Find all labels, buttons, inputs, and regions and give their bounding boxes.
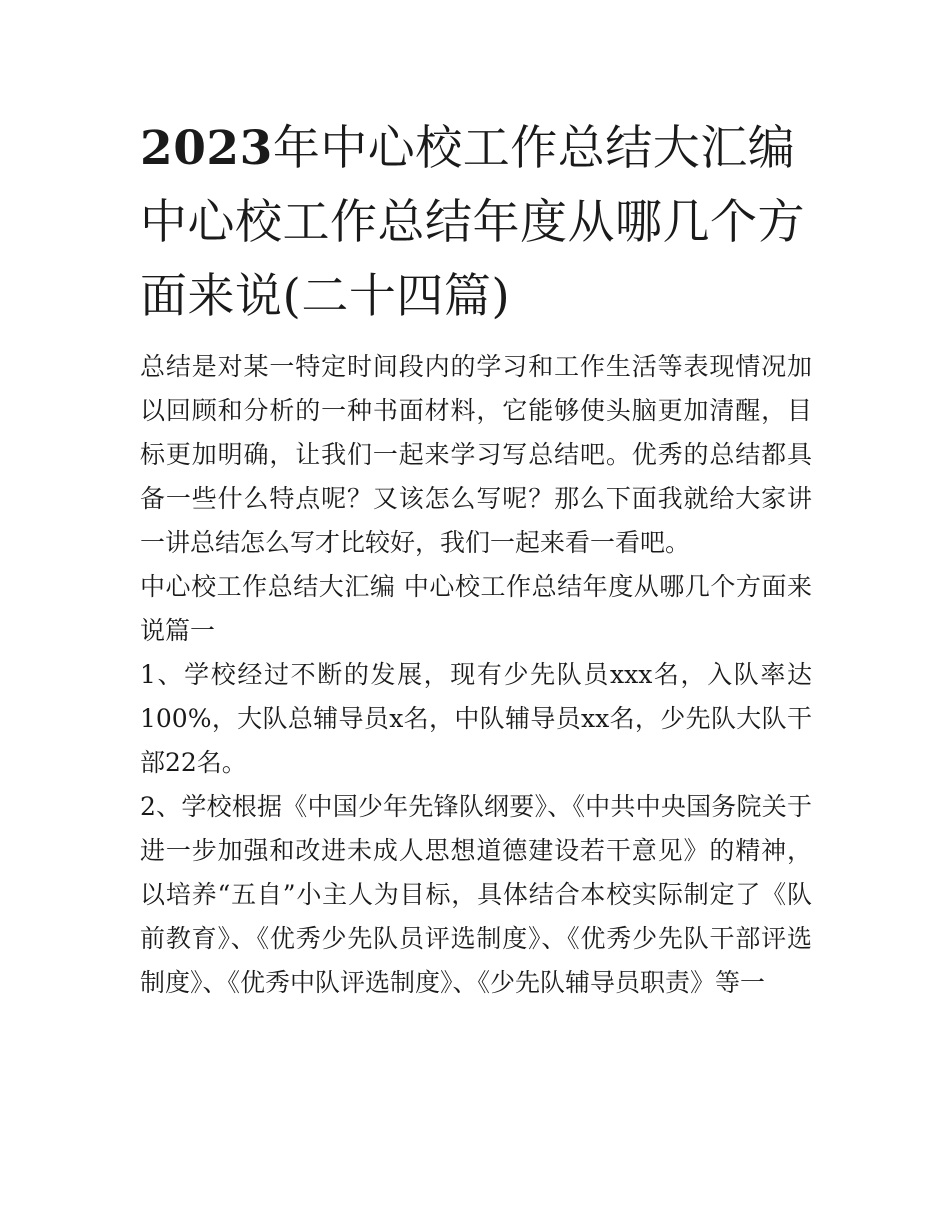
document-title-year: 2023 [140,121,273,176]
document-title [140,112,812,334]
intro-paragraph: 总结是对某一特定时间段内的学习和工作生活等表现情况加以回顾和分析的一种书面材料，它能够使头脑更加清醒，目标更加明确，让我们一起来学习写总结吧。优秀的总结都具备一些什么特点呢？又该怎么写呢？那么下面我就给大家讲一讲总结怎么写才比较好，我们一起来看一看吧。 [140,352,812,557]
document-page [140,112,812,1005]
body-paragraph-2: 2、学校根据《中国少年先锋队纲要》、《中共中央国务院关于进一步加强和改进未成人思想道德建设若干意见》的精神，以培养“五自”小主人为目标，具体结合本校实际制定了《队前教育》、《优秀少先队员评选制度》、《优秀少先队干部评选制度》、《优秀中队评选制度》、《少先队辅导员职责》等一 [140,792,812,997]
section-heading: 中心校工作总结大汇编 中心校工作总结年度从哪几个方面来说篇一 [140,572,812,645]
document-title-text: 年中心校工作总结大汇编 中心校工作总结年度从哪几个方面来说(二十四篇) [140,121,805,324]
body-paragraph-1: 1、学校经过不断的发展，现有少先队员xxx名，入队率达100%，大队总辅导员x名，中队辅导员xx名，少先队大队干部22名。 [140,660,812,777]
